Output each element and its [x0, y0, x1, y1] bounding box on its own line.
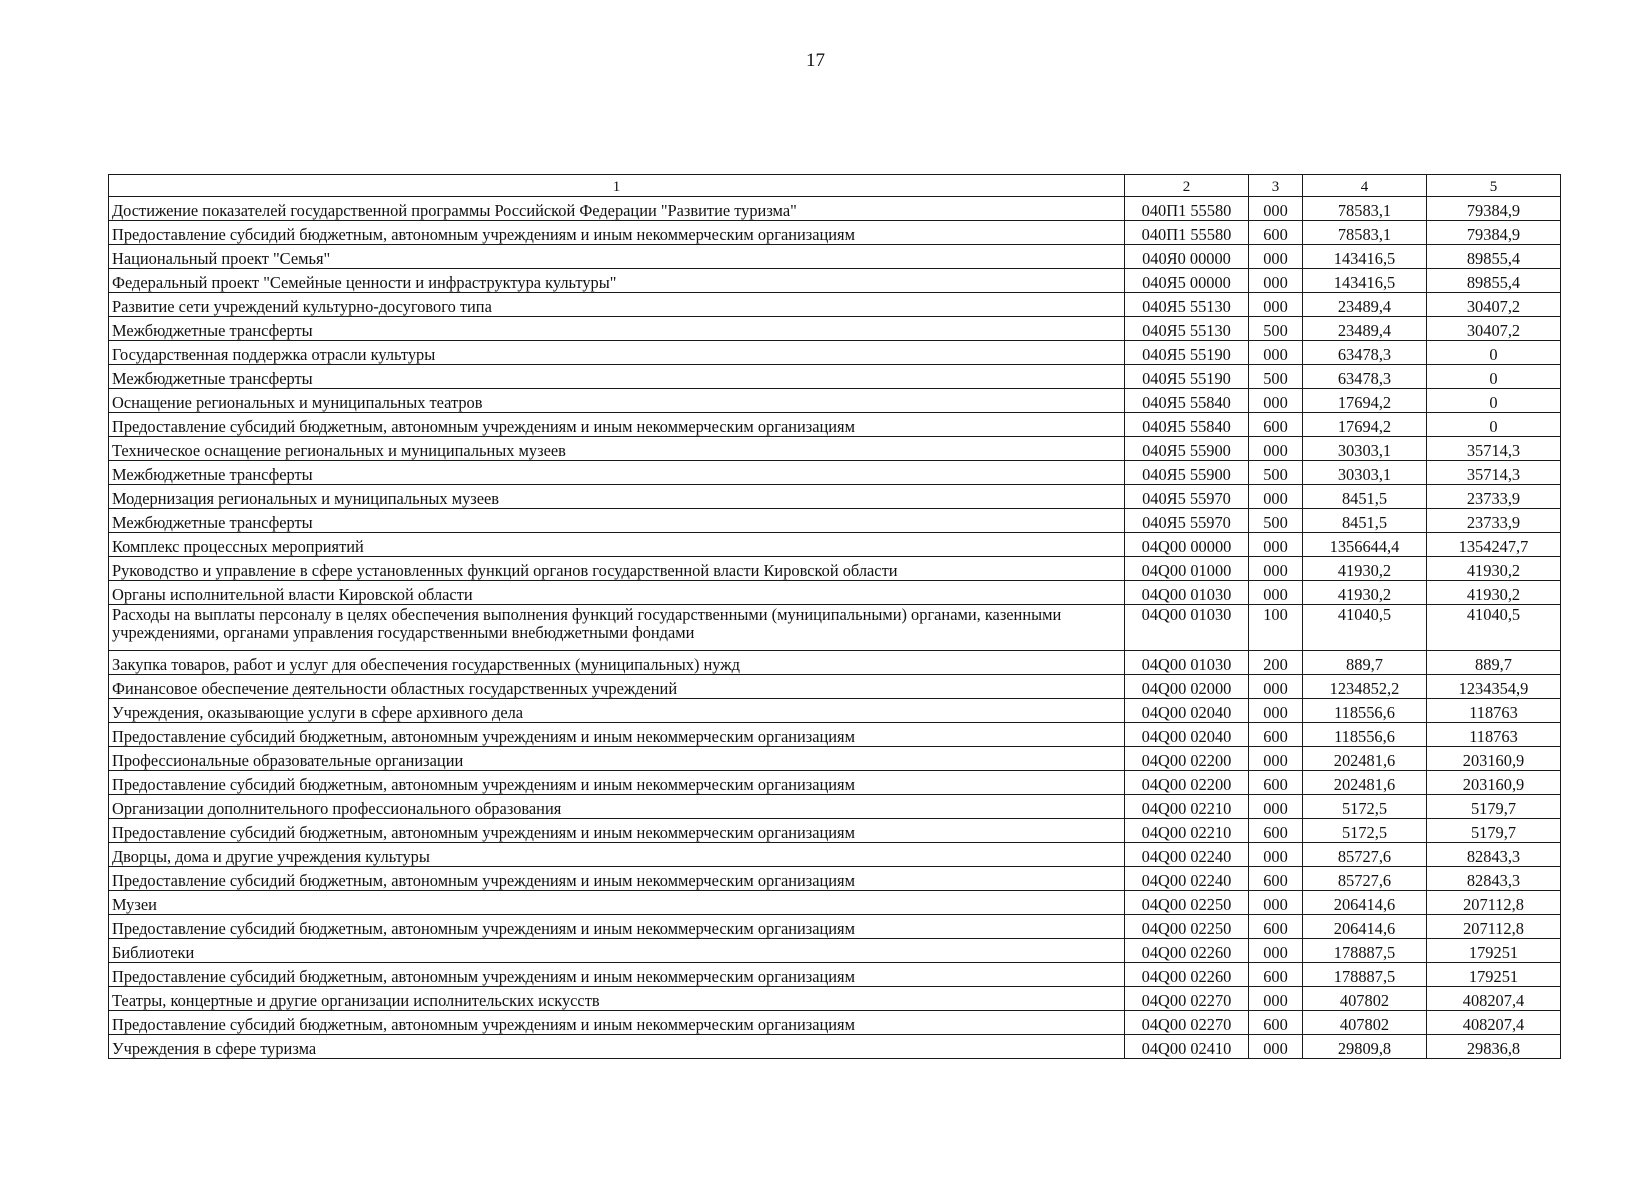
row-code-cell: 040Я5 55900: [1125, 437, 1249, 461]
row-name-cell: Оснащение региональных и муниципальных театров: [109, 389, 1125, 413]
table-row: [109, 245, 1561, 269]
row-value-col4-cell: 30303,1: [1303, 461, 1427, 485]
row-name-cell: Межбюджетные трансферты: [109, 461, 1125, 485]
row-type-cell: 500: [1249, 365, 1303, 389]
row-value-col4-cell: 78583,1: [1303, 197, 1427, 221]
row-type-cell: 000: [1249, 245, 1303, 269]
column-header: 3: [1249, 175, 1303, 197]
row-value-col4-cell: 85727,6: [1303, 843, 1427, 867]
row-value-col5-cell: 29836,8: [1427, 1035, 1561, 1059]
row-code-cell: 040Я5 55840: [1125, 413, 1249, 437]
table-row: [109, 509, 1561, 533]
row-code-cell: 040Я5 55840: [1125, 389, 1249, 413]
row-code-cell: 04Q00 01030: [1125, 581, 1249, 605]
row-value-col5-cell: 41930,2: [1427, 581, 1561, 605]
row-value-col5-cell: 79384,9: [1427, 221, 1561, 245]
row-code-cell: 04Q00 02200: [1125, 771, 1249, 795]
table-row: [109, 197, 1561, 221]
table-row: [109, 269, 1561, 293]
row-code-cell: 04Q00 02040: [1125, 699, 1249, 723]
row-name-cell: Учреждения, оказывающие услуги в сфере архивного дела: [109, 699, 1125, 723]
table-row: [109, 771, 1561, 795]
row-value-col5-cell: 203160,9: [1427, 771, 1561, 795]
row-value-col4-cell: 407802: [1303, 987, 1427, 1011]
table-row: [109, 795, 1561, 819]
row-value-col5-cell: 35714,3: [1427, 437, 1561, 461]
row-value-col4-cell: 178887,5: [1303, 963, 1427, 987]
table-row: [109, 389, 1561, 413]
row-name-cell: Финансовое обеспечение деятельности областных государственных учреждений: [109, 675, 1125, 699]
row-type-cell: 000: [1249, 437, 1303, 461]
row-value-col5-cell: 408207,4: [1427, 1011, 1561, 1035]
column-header: 4: [1303, 175, 1427, 197]
row-value-col4-cell: 23489,4: [1303, 293, 1427, 317]
row-value-col4-cell: 1356644,4: [1303, 533, 1427, 557]
row-value-col5-cell: 35714,3: [1427, 461, 1561, 485]
row-code-cell: 04Q00 02210: [1125, 819, 1249, 843]
row-code-cell: 04Q00 02240: [1125, 867, 1249, 891]
row-type-cell: 000: [1249, 197, 1303, 221]
row-name-cell: Театры, концертные и другие организации исполнительских искусств: [109, 987, 1125, 1011]
row-name-cell: Предоставление субсидий бюджетным, автономным учреждениям и иным некоммерческим организациям: [109, 819, 1125, 843]
table-body: [109, 175, 1561, 1059]
table-row: [109, 533, 1561, 557]
row-value-col5-cell: 89855,4: [1427, 245, 1561, 269]
row-code-cell: 04Q00 02260: [1125, 963, 1249, 987]
row-value-col4-cell: 17694,2: [1303, 389, 1427, 413]
row-value-col5-cell: 82843,3: [1427, 867, 1561, 891]
row-type-cell: 600: [1249, 915, 1303, 939]
row-type-cell: 500: [1249, 317, 1303, 341]
row-value-col5-cell: 889,7: [1427, 651, 1561, 675]
row-code-cell: 04Q00 02200: [1125, 747, 1249, 771]
row-value-col5-cell: 207112,8: [1427, 891, 1561, 915]
row-value-col4-cell: 1234852,2: [1303, 675, 1427, 699]
row-code-cell: 04Q00 01030: [1125, 605, 1249, 651]
row-type-cell: 000: [1249, 987, 1303, 1011]
row-name-cell: Развитие сети учреждений культурно-досугового типа: [109, 293, 1125, 317]
row-value-col5-cell: 207112,8: [1427, 915, 1561, 939]
row-name-cell: Учреждения в сфере туризма: [109, 1035, 1125, 1059]
row-type-cell: 500: [1249, 509, 1303, 533]
row-value-col4-cell: 41040,5: [1303, 605, 1427, 651]
row-name-cell: Предоставление субсидий бюджетным, автономным учреждениям и иным некоммерческим организациям: [109, 723, 1125, 747]
row-name-cell: Предоставление субсидий бюджетным, автономным учреждениям и иным некоммерческим организациям: [109, 221, 1125, 245]
table-row: [109, 987, 1561, 1011]
table-row: [109, 915, 1561, 939]
table-row: [109, 293, 1561, 317]
row-name-cell: Предоставление субсидий бюджетным, автономным учреждениям и иным некоммерческим организациям: [109, 867, 1125, 891]
row-value-col5-cell: 0: [1427, 365, 1561, 389]
row-code-cell: 040П1 55580: [1125, 221, 1249, 245]
row-name-cell: Организации дополнительного профессионального образования: [109, 795, 1125, 819]
row-name-cell: Дворцы, дома и другие учреждения культуры: [109, 843, 1125, 867]
row-type-cell: 000: [1249, 795, 1303, 819]
row-code-cell: 040Я5 55130: [1125, 293, 1249, 317]
row-name-cell: Руководство и управление в сфере установленных функций органов государственной власти Кировской области: [109, 557, 1125, 581]
table-row: [109, 843, 1561, 867]
row-value-col5-cell: 23733,9: [1427, 485, 1561, 509]
row-value-col5-cell: 41040,5: [1427, 605, 1561, 651]
row-value-col5-cell: 30407,2: [1427, 293, 1561, 317]
row-name-cell: Предоставление субсидий бюджетным, автономным учреждениям и иным некоммерческим организациям: [109, 413, 1125, 437]
table-row: [109, 939, 1561, 963]
table-row: [109, 891, 1561, 915]
row-code-cell: 040Я0 00000: [1125, 245, 1249, 269]
row-type-cell: 600: [1249, 221, 1303, 245]
row-code-cell: 040Я5 55970: [1125, 485, 1249, 509]
row-name-cell: Расходы на выплаты персоналу в целях обеспечения выполнения функций государственными (муниципальными) органами, казенными учреждениями, органами управления государственными внебюджетными фондами: [109, 605, 1125, 651]
row-type-cell: 000: [1249, 293, 1303, 317]
row-code-cell: 040Я5 55900: [1125, 461, 1249, 485]
row-value-col4-cell: 41930,2: [1303, 557, 1427, 581]
table-row: [109, 699, 1561, 723]
row-code-cell: 04Q00 02000: [1125, 675, 1249, 699]
row-code-cell: 04Q00 02260: [1125, 939, 1249, 963]
row-value-col5-cell: 0: [1427, 341, 1561, 365]
row-type-cell: 600: [1249, 819, 1303, 843]
row-value-col5-cell: 0: [1427, 413, 1561, 437]
row-code-cell: 04Q00 01030: [1125, 651, 1249, 675]
table-row: [109, 437, 1561, 461]
row-code-cell: 04Q00 02270: [1125, 987, 1249, 1011]
column-header: 2: [1125, 175, 1249, 197]
row-type-cell: 000: [1249, 341, 1303, 365]
table-row: [109, 675, 1561, 699]
row-value-col4-cell: 78583,1: [1303, 221, 1427, 245]
row-value-col4-cell: 8451,5: [1303, 509, 1427, 533]
row-value-col4-cell: 63478,3: [1303, 341, 1427, 365]
row-value-col4-cell: 202481,6: [1303, 771, 1427, 795]
table-row: [109, 605, 1561, 651]
table-row: [109, 557, 1561, 581]
row-value-col5-cell: 79384,9: [1427, 197, 1561, 221]
row-value-col4-cell: 178887,5: [1303, 939, 1427, 963]
row-name-cell: Государственная поддержка отрасли культуры: [109, 341, 1125, 365]
table-row: [109, 413, 1561, 437]
table-row: [109, 485, 1561, 509]
row-value-col5-cell: 89855,4: [1427, 269, 1561, 293]
row-value-col4-cell: 23489,4: [1303, 317, 1427, 341]
row-value-col5-cell: 82843,3: [1427, 843, 1561, 867]
row-type-cell: 000: [1249, 699, 1303, 723]
row-name-cell: Закупка товаров, работ и услуг для обеспечения государственных (муниципальных) нужд: [109, 651, 1125, 675]
row-type-cell: 000: [1249, 269, 1303, 293]
row-code-cell: 04Q00 02250: [1125, 891, 1249, 915]
row-name-cell: Межбюджетные трансферты: [109, 509, 1125, 533]
table-row: [109, 581, 1561, 605]
row-type-cell: 600: [1249, 867, 1303, 891]
row-value-col4-cell: 63478,3: [1303, 365, 1427, 389]
row-name-cell: Национальный проект "Семья": [109, 245, 1125, 269]
row-value-col5-cell: 408207,4: [1427, 987, 1561, 1011]
row-value-col4-cell: 202481,6: [1303, 747, 1427, 771]
row-type-cell: 000: [1249, 939, 1303, 963]
row-type-cell: 000: [1249, 581, 1303, 605]
table-row: [109, 963, 1561, 987]
row-value-col5-cell: 179251: [1427, 963, 1561, 987]
row-type-cell: 600: [1249, 963, 1303, 987]
row-code-cell: 04Q00 01000: [1125, 557, 1249, 581]
row-type-cell: 000: [1249, 485, 1303, 509]
table-row: [109, 1011, 1561, 1035]
row-name-cell: Предоставление субсидий бюджетным, автономным учреждениям и иным некоммерческим организациям: [109, 963, 1125, 987]
table-row: [109, 461, 1561, 485]
table-row: [109, 341, 1561, 365]
row-value-col4-cell: 30303,1: [1303, 437, 1427, 461]
table-row: [109, 747, 1561, 771]
row-value-col5-cell: 0: [1427, 389, 1561, 413]
row-value-col5-cell: 179251: [1427, 939, 1561, 963]
row-name-cell: Предоставление субсидий бюджетным, автономным учреждениям и иным некоммерческим организациям: [109, 915, 1125, 939]
row-type-cell: 000: [1249, 533, 1303, 557]
row-value-col4-cell: 206414,6: [1303, 915, 1427, 939]
table-row: [109, 651, 1561, 675]
row-name-cell: Музеи: [109, 891, 1125, 915]
row-code-cell: 04Q00 02240: [1125, 843, 1249, 867]
row-code-cell: 040Я5 55130: [1125, 317, 1249, 341]
table-row: [109, 867, 1561, 891]
row-type-cell: 600: [1249, 413, 1303, 437]
row-value-col5-cell: 118763: [1427, 723, 1561, 747]
row-value-col4-cell: 206414,6: [1303, 891, 1427, 915]
row-name-cell: Предоставление субсидий бюджетным, автономным учреждениям и иным некоммерческим организациям: [109, 771, 1125, 795]
row-name-cell: Профессиональные образовательные организации: [109, 747, 1125, 771]
row-value-col5-cell: 1354247,7: [1427, 533, 1561, 557]
row-value-col4-cell: 5172,5: [1303, 819, 1427, 843]
table-row: [109, 819, 1561, 843]
row-code-cell: 040Я5 55190: [1125, 341, 1249, 365]
row-code-cell: 04Q00 00000: [1125, 533, 1249, 557]
row-type-cell: 100: [1249, 605, 1303, 651]
column-header: 5: [1427, 175, 1561, 197]
row-code-cell: 04Q00 02250: [1125, 915, 1249, 939]
row-type-cell: 000: [1249, 1035, 1303, 1059]
row-type-cell: 200: [1249, 651, 1303, 675]
row-value-col4-cell: 85727,6: [1303, 867, 1427, 891]
table-row: [109, 723, 1561, 747]
row-type-cell: 500: [1249, 461, 1303, 485]
row-name-cell: Межбюджетные трансферты: [109, 365, 1125, 389]
table-row: [109, 317, 1561, 341]
table-row: [109, 365, 1561, 389]
row-value-col5-cell: 30407,2: [1427, 317, 1561, 341]
row-value-col4-cell: 889,7: [1303, 651, 1427, 675]
row-code-cell: 040Я5 55970: [1125, 509, 1249, 533]
page-number: 17: [806, 50, 825, 71]
row-name-cell: Органы исполнительной власти Кировской области: [109, 581, 1125, 605]
row-name-cell: Предоставление субсидий бюджетным, автономным учреждениям и иным некоммерческим организациям: [109, 1011, 1125, 1035]
row-name-cell: Достижение показателей государственной программы Российской Федерации "Развитие туризма": [109, 197, 1125, 221]
row-value-col5-cell: 118763: [1427, 699, 1561, 723]
row-name-cell: Библиотеки: [109, 939, 1125, 963]
row-type-cell: 000: [1249, 557, 1303, 581]
row-value-col4-cell: 118556,6: [1303, 723, 1427, 747]
row-code-cell: 04Q00 02270: [1125, 1011, 1249, 1035]
row-type-cell: 000: [1249, 843, 1303, 867]
table-row: [109, 1035, 1561, 1059]
row-code-cell: 040Я5 00000: [1125, 269, 1249, 293]
row-type-cell: 000: [1249, 389, 1303, 413]
row-value-col5-cell: 5179,7: [1427, 819, 1561, 843]
row-value-col5-cell: 5179,7: [1427, 795, 1561, 819]
row-name-cell: Модернизация региональных и муниципальных музеев: [109, 485, 1125, 509]
row-code-cell: 04Q00 02040: [1125, 723, 1249, 747]
row-name-cell: Комплекс процессных мероприятий: [109, 533, 1125, 557]
row-value-col5-cell: 1234354,9: [1427, 675, 1561, 699]
row-code-cell: 040Я5 55190: [1125, 365, 1249, 389]
row-value-col4-cell: 29809,8: [1303, 1035, 1427, 1059]
row-type-cell: 600: [1249, 1011, 1303, 1035]
row-value-col4-cell: 5172,5: [1303, 795, 1427, 819]
row-type-cell: 600: [1249, 771, 1303, 795]
row-code-cell: 040П1 55580: [1125, 197, 1249, 221]
table-header-row: [109, 175, 1561, 197]
row-code-cell: 04Q00 02410: [1125, 1035, 1249, 1059]
row-code-cell: 04Q00 02210: [1125, 795, 1249, 819]
row-type-cell: 600: [1249, 723, 1303, 747]
row-value-col5-cell: 41930,2: [1427, 557, 1561, 581]
row-value-col4-cell: 41930,2: [1303, 581, 1427, 605]
row-value-col5-cell: 203160,9: [1427, 747, 1561, 771]
table-row: [109, 221, 1561, 245]
row-value-col4-cell: 17694,2: [1303, 413, 1427, 437]
row-value-col4-cell: 407802: [1303, 1011, 1427, 1035]
row-value-col5-cell: 23733,9: [1427, 509, 1561, 533]
row-name-cell: Межбюджетные трансферты: [109, 317, 1125, 341]
row-value-col4-cell: 143416,5: [1303, 245, 1427, 269]
row-value-col4-cell: 8451,5: [1303, 485, 1427, 509]
row-value-col4-cell: 118556,6: [1303, 699, 1427, 723]
row-type-cell: 000: [1249, 891, 1303, 915]
column-header: 1: [109, 175, 1125, 197]
row-name-cell: Федеральный проект "Семейные ценности и инфраструктура культуры": [109, 269, 1125, 293]
row-name-cell: Техническое оснащение региональных и муниципальных музеев: [109, 437, 1125, 461]
row-type-cell: 000: [1249, 675, 1303, 699]
row-type-cell: 000: [1249, 747, 1303, 771]
budget-table: [108, 174, 1561, 1059]
row-value-col4-cell: 143416,5: [1303, 269, 1427, 293]
